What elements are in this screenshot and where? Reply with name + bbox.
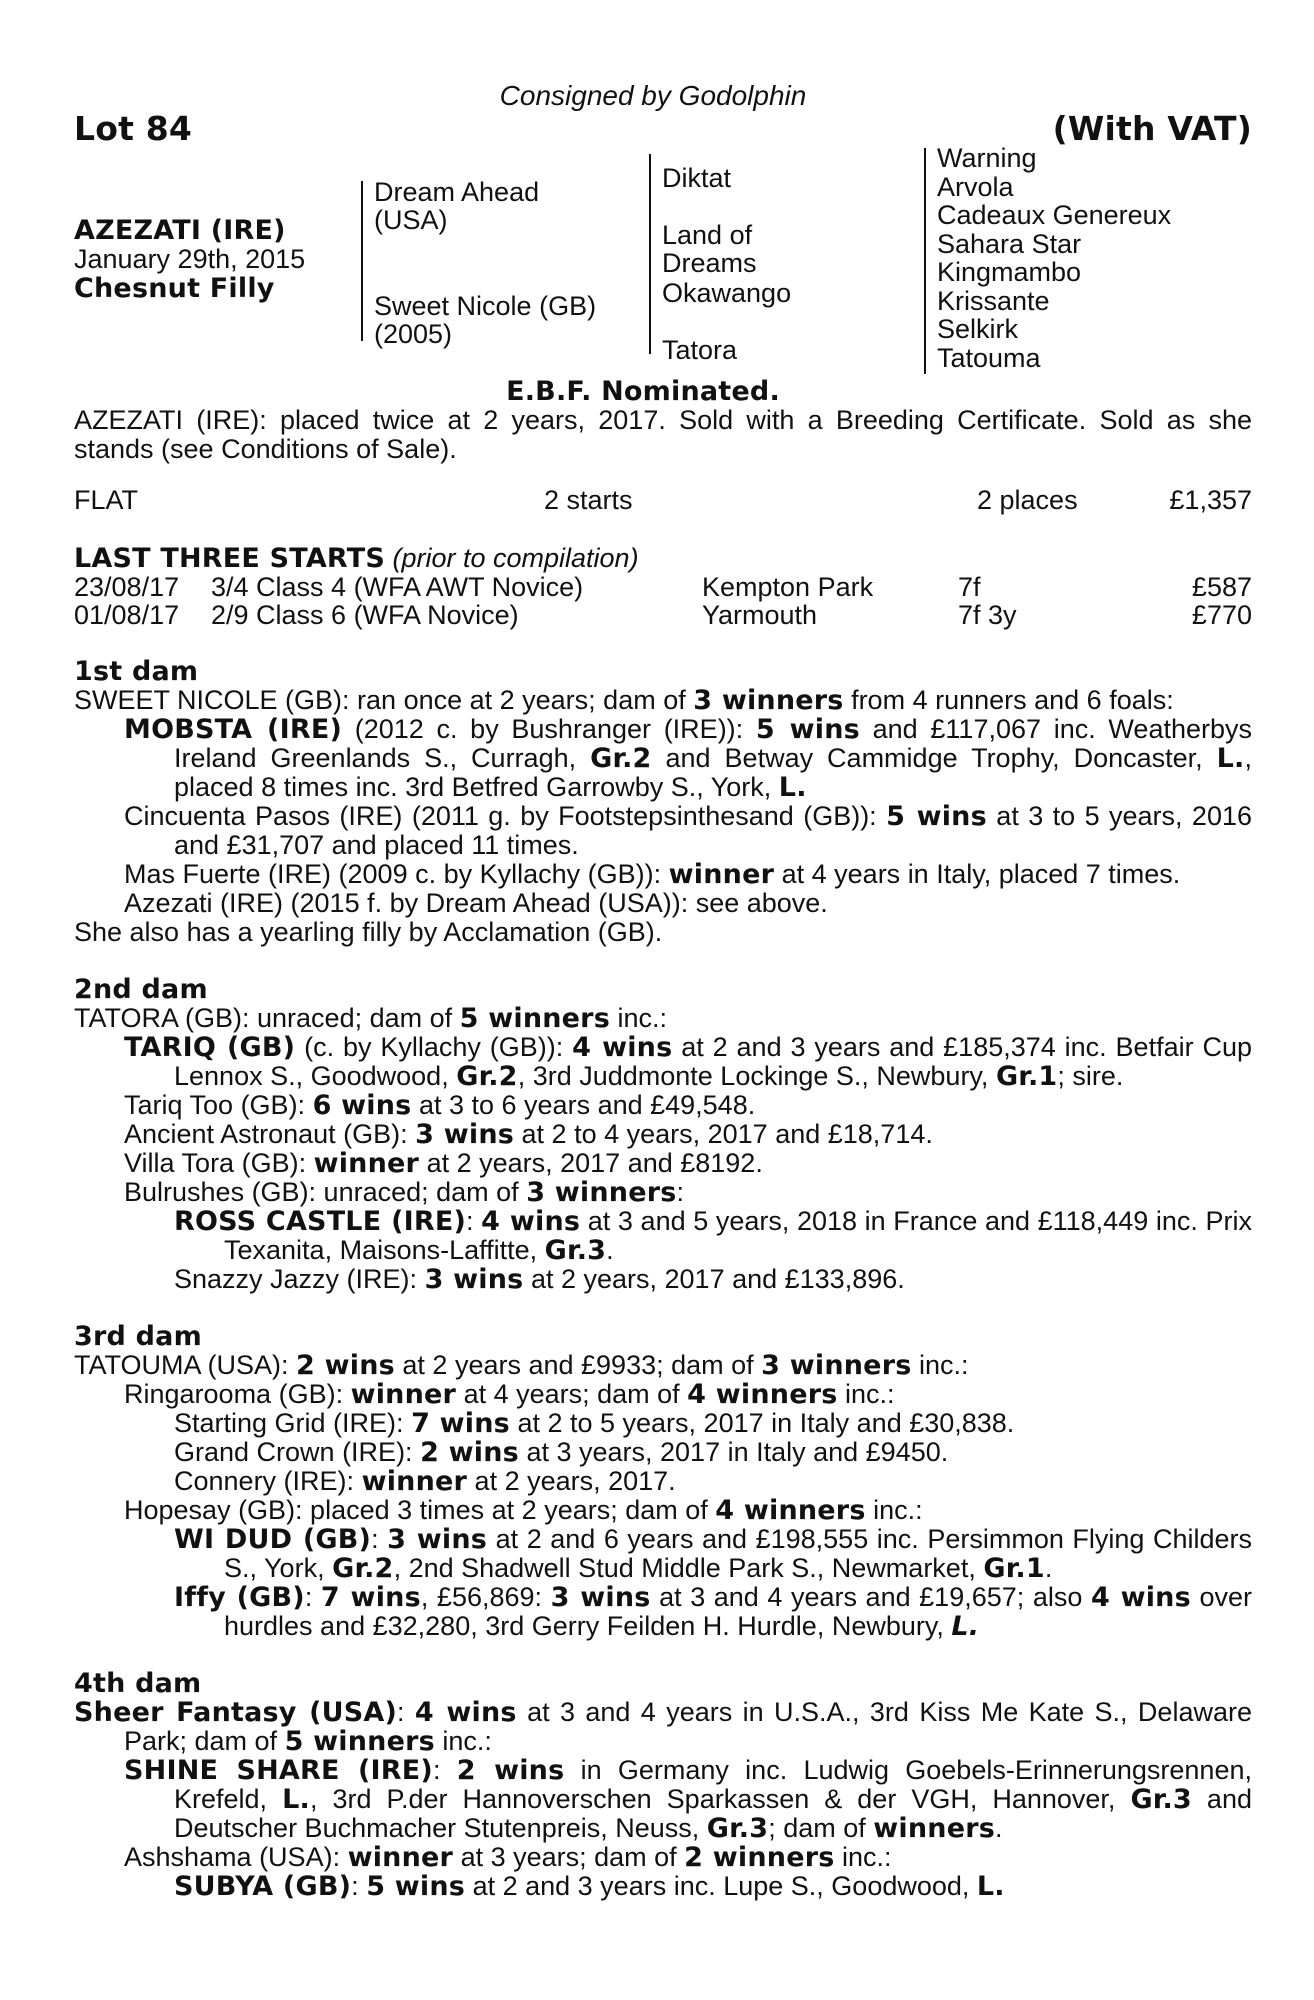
gen3-horse: Kingmambo [937, 257, 1082, 287]
section-title: 3rd dam [74, 1321, 202, 1352]
progeny-entry: Ringarooma (GB): winner at 4 years; dam of 4 winners inc.: [124, 1379, 895, 1410]
progeny-entry: Tariq Too (GB): 6 wins at 3 to 6 years and £49,548. [124, 1090, 756, 1121]
progeny-entry: TARIQ (GB) (c. by Kyllachy (GB)): 4 wins at 2 and 3 years and £185,374 inc. Betfair Cup Lennox S., Goodwood, Gr.2, 3rd Juddmonte Lockinge S., Newbury, Gr.1; sire. [124, 1032, 1252, 1092]
race-row: 01/08/17 2/9 Class 6 (WFA Novice) Yarmouth 7f 3y £770 [74, 600, 1252, 630]
gen3-horse: Cadeaux Genereux [937, 200, 1172, 230]
gen3-horse: Krissante [937, 285, 1050, 316]
ebf-nominated: E.B.F. Nominated. [506, 376, 780, 407]
gen3-horse: Tatouma [937, 342, 1041, 373]
flat-earnings: £1,357 [1169, 485, 1252, 515]
progeny-entry: SHINE SHARE (IRE): 2 wins in Germany inc. Ludwig Goebels-Erinnerungsrennen, Krefeld, L., 3rd P.der Hannoverschen Sparkassen & der VGH, Hannover, Gr.3 and Deutscher Buchmacher Stutenpreis, Neuss, Gr.3; dam of winners. [124, 1755, 1252, 1844]
progeny-entry: Hopesay (GB): placed 3 times at 2 years; dam of 4 winners inc.: [124, 1495, 923, 1526]
yearling-note: She also has a yearling filly by Acclamation (GB). [74, 917, 663, 947]
dam-intro: TATOUMA (USA): 2 wins at 2 years and £9933; dam of 3 winners inc.: [74, 1350, 969, 1381]
section-title: 2nd dam [74, 974, 208, 1005]
sire-sire: Diktat [662, 163, 732, 193]
vat-label: (With VAT) [1052, 109, 1252, 148]
grand-progeny-entry: Connery (IRE): winner at 2 years, 2017. [174, 1466, 676, 1497]
sire-dam: Land of Dreams [662, 220, 757, 278]
pedigree-divider [649, 154, 651, 354]
horse-sex: Chesnut Filly [74, 273, 275, 304]
gen3-horse: Sahara Star [937, 228, 1082, 259]
progeny-entry: Azezati (IRE) (2015 f. by Dream Ahead (USA)): see above. [124, 888, 828, 918]
pedigree-gen3 [937, 144, 1171, 372]
progeny-entry: MOBSTA (IRE) (2012 c. by Bushranger (IRE)): 5 wins and £117,067 inc. Weatherbys Ireland Greenlands S., Curragh, Gr.2 and Betway Cammidge Trophy, Doncaster, L., placed 8 times inc. 3rd Betfred Garrowby S., York, L. [124, 714, 1252, 803]
dam-sire: Okawango [662, 278, 792, 308]
catalogue-page [74, 80, 1252, 1901]
dam-intro: Sheer Fantasy (USA): 4 wins at 3 and 4 years in U.S.A., 3rd Kiss Me Kate S., Delaware Park; dam of 5 winners inc.: [74, 1697, 1252, 1757]
second-dam-section [74, 975, 1252, 1294]
fourth-dam-section [74, 1669, 1252, 1901]
grand-progeny-entry: Grand Crown (IRE): 2 wins at 3 years, 2017 in Italy and £9450. [174, 1437, 949, 1468]
gen3-horse: Arvola [937, 171, 1014, 202]
gen3-horse: Warning [937, 143, 1037, 173]
progeny-entry: Cincuenta Pasos (IRE) (2011 g. by Footstepsinthesand (GB)): 5 wins at 3 to 5 years, 2016 and £31,707 and placed 11 times. [124, 801, 1252, 860]
progeny-entry: Mas Fuerte (IRE) (2009 c. by Kyllachy (GB)): winner at 4 years in Italy, placed 7 times. [124, 859, 1181, 890]
dam: Sweet Nicole (GB) (2005) [374, 291, 597, 349]
pedigree-divider [924, 148, 926, 374]
section-title: 4th dam [74, 1668, 202, 1699]
flat-starts: 2 starts [544, 485, 633, 515]
first-dam-section [74, 657, 1252, 947]
grand-progeny-entry: ROSS CASTLE (IRE): 4 wins at 3 and 5 years, 2018 in France and £118,449 inc. Prix Texanita, Maisons-Laffitte, Gr.3. [174, 1206, 1252, 1266]
flat-record [74, 486, 1252, 516]
flat-label: FLAT [74, 485, 139, 515]
horse-dob: January 29th, 2015 [74, 244, 306, 274]
dam-intro: SWEET NICOLE (GB): ran once at 2 years; dam of 3 winners from 4 runners and 6 foals: [74, 685, 1174, 716]
pedigree-divider [361, 181, 363, 341]
grand-progeny-entry: WI DUD (GB): 3 wins at 2 and 6 years and £198,555 inc. Persimmon Flying Childers S., York, Gr.2, 2nd Shadwell Stud Middle Park S., Newmarket, Gr.1. [174, 1524, 1253, 1584]
dam-dam: Tatora [662, 335, 738, 365]
horse-name: AZEZATI (IRE) [74, 215, 286, 246]
gen3-horse: Selkirk [937, 314, 1019, 344]
grand-progeny-entry: Starting Grid (IRE): 7 wins at 2 to 5 years, 2017 in Italy and £30,838. [174, 1408, 1015, 1439]
grand-progeny-entry: Snazzy Jazzy (IRE): 3 wins at 2 years, 2017 and £133,896. [174, 1264, 905, 1295]
dam-intro: TATORA (GB): unraced; dam of 5 winners inc.: [74, 1003, 667, 1034]
pedigree-table [74, 143, 1252, 376]
third-dam-section [74, 1322, 1252, 1641]
progeny-entry: Villa Tora (GB): winner at 2 years, 2017 and £8192. [124, 1148, 763, 1179]
horse-summary: AZEZATI (IRE): placed twice at 2 years, 2017. Sold with a Breeding Certificate. Sold as she stands (see Conditions of Sale). [74, 405, 1252, 464]
progeny-entry: Ashshama (USA): winner at 3 years; dam of 2 winners inc.: [124, 1842, 892, 1873]
lot-number: Lot 84 [74, 109, 193, 148]
sire: Dream Ahead (USA) [374, 177, 540, 235]
progeny-entry: Ancient Astronaut (GB): 3 wins at 2 to 4 years, 2017 and £18,714. [124, 1119, 933, 1150]
flat-places: 2 places [977, 485, 1078, 515]
grand-progeny-entry: SUBYA (GB): 5 wins at 2 and 3 years inc. Lupe S., Goodwood, L. [174, 1871, 1005, 1902]
progeny-entry: Bulrushes (GB): unraced; dam of 3 winners: [124, 1177, 685, 1208]
horse-info [74, 216, 305, 303]
consignor-line: Consigned by Godolphin [499, 80, 807, 111]
section-title: 1st dam [74, 656, 199, 687]
last-starts-heading: LAST THREE STARTS (prior to compilation) [74, 543, 639, 574]
grand-progeny-entry: Iffy (GB): 7 wins, £56,869: 3 wins at 3 and 4 years and £19,657; also 4 wins over hurdles and £32,280, 3rd Gerry Feilden H. Hurdle, Newbury, L. [174, 1582, 1252, 1642]
race-row: 23/08/17 3/4 Class 4 (WFA AWT Novice) Kempton Park 7f £587 [74, 572, 1252, 602]
